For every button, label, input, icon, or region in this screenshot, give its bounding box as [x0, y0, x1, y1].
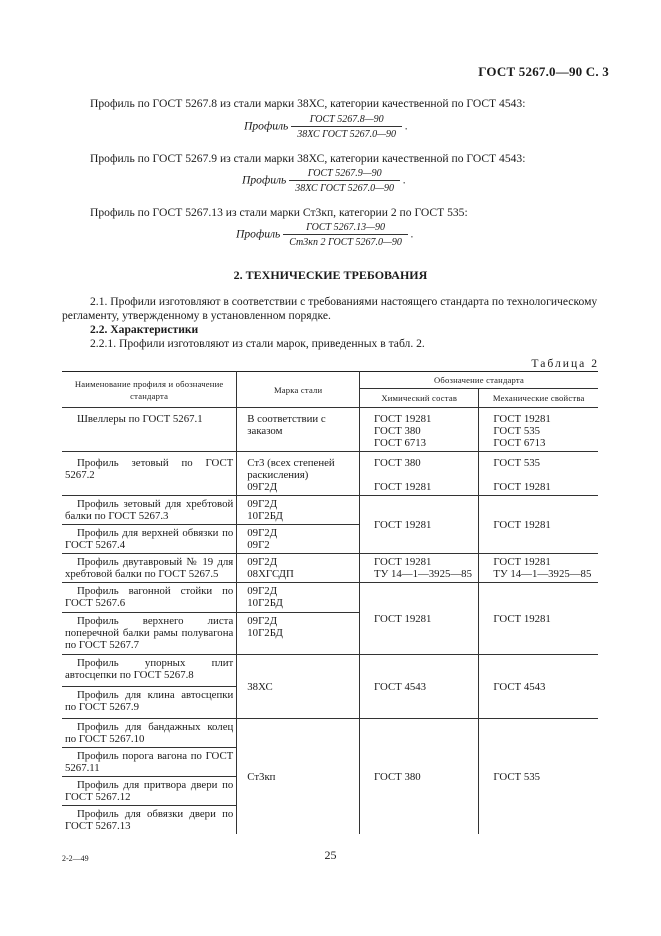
table-cell: ГОСТ 535	[493, 770, 541, 783]
header-steel: Марка стали	[237, 372, 360, 408]
paragraph-2-1: 2.1. Профили изготовляют в соответствии с требованиями настоящего стандарта по технологическому регламенту, утвержденному в установленном порядке.	[62, 295, 598, 322]
table-cell: ГОСТ 4543	[479, 655, 598, 719]
intro-text-2: Профиль по ГОСТ 5267.9 из стали марки 38ХС, категории качественной по ГОСТ 4543:	[90, 152, 526, 165]
table-cell: ГОСТ 535 ГОСТ 19281	[479, 452, 598, 496]
paragraph-2-2-1: 2.2.1. Профили изготовляют из стали марок, приведенных в табл. 2.	[90, 337, 425, 350]
table-cell: 09Г2Д 10Г2БД	[237, 613, 360, 655]
table-cell: Профиль верхнего листа поперечной балки рамы полувагона по ГОСТ 5267.7	[62, 613, 237, 655]
fraction-denominator: 38ХС ГОСТ 5267.0—90	[297, 129, 397, 140]
table-cell: Ст3 (всех степеней раскисления) 09Г2Д	[237, 452, 360, 496]
formula-label: Профиль	[236, 227, 281, 241]
header-chem: Химический состав	[360, 389, 479, 408]
table-cell: 38ХС	[237, 655, 360, 719]
paragraph-2-2: 2.2. Характеристики	[90, 323, 199, 336]
table-cell: Ст3кп	[237, 719, 360, 835]
page-header: ГОСТ 5267.0—90 С. 3	[478, 64, 609, 79]
fraction-numerator: ГОСТ 5267.8—90	[291, 114, 402, 127]
table-name: Таблица 2	[531, 357, 599, 370]
table-cell: Профиль для верхней обвязки по ГОСТ 5267.4	[62, 525, 237, 554]
table-cell: 09Г2Д 10Г2БД	[237, 496, 360, 525]
formula-2	[242, 168, 406, 194]
table-cell: Профиль вагонной стойки по ГОСТ 5267.6	[62, 583, 237, 613]
table-cell: ГОСТ 380 ГОСТ 19281	[360, 452, 479, 496]
table-cell: ГОСТ 19281	[479, 496, 598, 554]
table-cell: ГОСТ 380	[360, 719, 479, 835]
section-heading: 2. ТЕХНИЧЕСКИЕ ТРЕБОВАНИЯ	[233, 268, 428, 282]
table-cell: ГОСТ 4543	[360, 655, 479, 719]
intro-text-3: Профиль по ГОСТ 5267.13 из стали марки Ст3кп, категории 2 по ГОСТ 535:	[90, 206, 468, 219]
page-number: 25	[324, 848, 337, 862]
formula-end: .	[404, 119, 408, 133]
fraction-numerator: ГОСТ 5267.9—90	[289, 168, 400, 181]
header-designation: Обозначение стандарта	[360, 372, 598, 389]
fraction	[283, 222, 408, 248]
fraction-numerator: ГОСТ 5267.13—90	[283, 222, 408, 235]
table-cell: ГОСТ 19281 ТУ 14—1—3925—85	[360, 554, 479, 583]
table-cell: 09Г2Д 09Г2	[237, 525, 360, 554]
formula-end: .	[410, 227, 414, 241]
formula-3	[236, 222, 414, 248]
fraction	[291, 114, 402, 140]
table-cell: ГОСТ 19281	[360, 583, 479, 655]
formula-label: Профиль	[242, 173, 287, 187]
table-cell: Профиль для бандажных колец по ГОСТ 5267.10	[62, 719, 237, 748]
table-cell: 09Г2Д 10Г2БД	[237, 583, 360, 613]
table-cell: Профиль для обвязки двери по ГОСТ 5267.13	[62, 806, 237, 835]
fraction-denominator: Ст3кп 2 ГОСТ 5267.0—90	[289, 237, 402, 248]
table-cell: Профиль для притвора двери по ГОСТ 5267.12	[62, 777, 237, 806]
intro-text-1: Профиль по ГОСТ 5267.8 из стали марки 38ХС, категории качественной по ГОСТ 4543:	[90, 97, 526, 110]
table-cell: ГОСТ 19281 ГОСТ 535 ГОСТ 6713	[479, 408, 598, 452]
table-cell: 09Г2Д 08ХГСДП	[237, 554, 360, 583]
table-cell: Профиль для клина автосцепки по ГОСТ 5267.9	[62, 687, 237, 719]
table-cell: В соответствии с заказом	[237, 408, 360, 452]
table-cell: Профиль зетовый для хребтовой балки по ГОСТ 5267.3	[62, 496, 237, 525]
steel-grades-table	[62, 371, 598, 834]
fraction-denominator: 38ХС ГОСТ 5267.0—90	[295, 183, 395, 194]
table-cell: Профиль упорных плит автосцепки по ГОСТ 5267.8	[62, 655, 237, 687]
formula-end: .	[402, 173, 406, 187]
table-cell: ГОСТ 19281 ГОСТ 380 ГОСТ 6713	[360, 408, 479, 452]
table-cell: ГОСТ 19281	[479, 583, 598, 655]
table-cell: ГОСТ 19281 ТУ 14—1—3925—85	[479, 554, 598, 583]
header-mech: Механические свойства	[479, 389, 598, 408]
formula-label: Профиль	[244, 119, 289, 133]
header-profile: Наименование профиля и обозначение стандарта	[62, 372, 237, 408]
print-code: 2-2—49	[62, 854, 89, 863]
table-cell: Швеллеры по ГОСТ 5267.1	[62, 408, 237, 452]
table-cell: Профиль порога вагона по ГОСТ 5267.11	[62, 748, 237, 777]
formula-1	[244, 114, 408, 140]
table-cell: Профиль двутавровый № 19 для хребтовой балки по ГОСТ 5267.5	[62, 554, 237, 583]
table-cell: ГОСТ 19281	[360, 496, 479, 554]
table-cell: Профиль зетовый по ГОСТ 5267.2	[62, 452, 237, 496]
fraction	[289, 168, 400, 194]
